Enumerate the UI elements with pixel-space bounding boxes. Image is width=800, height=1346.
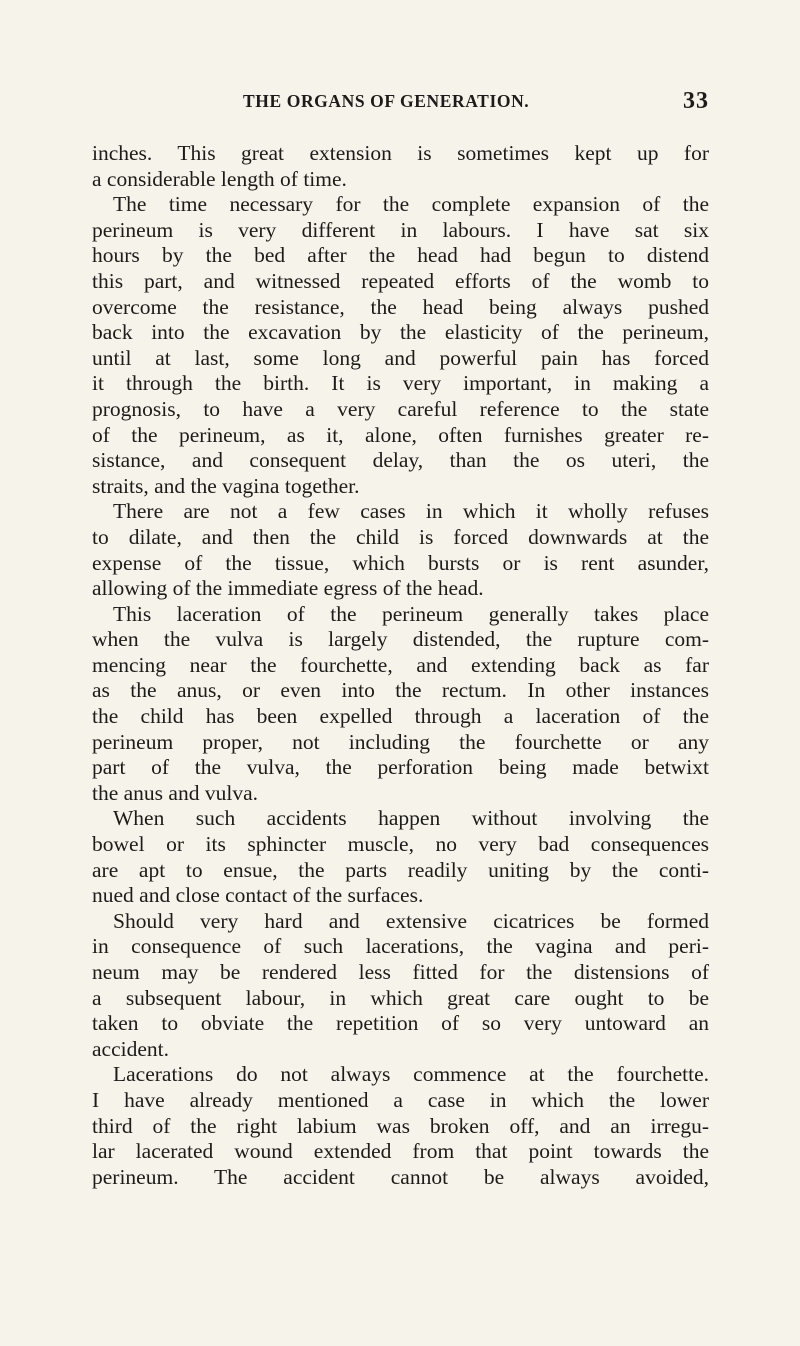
text-line: third of the right labium was broken off, and an irregu- <box>92 1113 709 1138</box>
text-line: are apt to ensue, the parts readily uniting by the conti- <box>92 857 709 882</box>
text-line: straits, and the vagina together. <box>92 473 360 498</box>
body-text <box>92 141 709 1190</box>
text-line: until at last, some long and powerful pain has forced <box>92 345 709 370</box>
text-line: perineum is very different in labours. I have sat six <box>92 217 709 242</box>
text-line: Lacerations do not always commence at the fourchette. <box>113 1062 709 1087</box>
text-line: overcome the resistance, the head being always pushed <box>92 294 709 319</box>
text-line: the anus and vulva. <box>92 780 258 805</box>
text-line: part of the vulva, the perforation being made betwixt <box>92 755 709 780</box>
text-line: expense of the tissue, which bursts or is rent asunder, <box>92 550 709 575</box>
text-line: of the perineum, as it, alone, often furnishes greater re- <box>92 422 709 447</box>
text-line: the child has been expelled through a laceration of the <box>92 704 709 729</box>
text-line: perineum proper, not including the fourchette or any <box>92 729 709 754</box>
text-line: Should very hard and extensive cicatrices be formed <box>113 908 709 933</box>
text-line: back into the excavation by the elasticity of the perineum, <box>92 320 709 345</box>
text-line: There are not a few cases in which it wholly refuses <box>113 499 709 524</box>
text-line: lar lacerated wound extended from that point towards the <box>92 1139 709 1164</box>
text-line: as the anus, or even into the rectum. In other instances <box>92 678 709 703</box>
text-line: I have already mentioned a case in which the lower <box>92 1087 709 1112</box>
page-number: 33 <box>683 88 709 114</box>
text-line: to dilate, and then the child is forced downwards at the <box>92 524 709 549</box>
text-line: prognosis, to have a very careful reference to the state <box>92 396 709 421</box>
text-line: sistance, and consequent delay, than the os uteri, the <box>92 448 709 473</box>
text-line: inches. This great extension is sometimes kept up for <box>92 141 709 165</box>
text-line: a considerable length of time. <box>92 166 347 191</box>
text-line: allowing of the immediate egress of the head. <box>92 576 484 601</box>
text-line: The time necessary for the complete expansion of the <box>113 192 709 217</box>
text-line: this part, and witnessed repeated efforts of the womb to <box>92 268 709 293</box>
text-line: mencing near the fourchette, and extending back as far <box>92 652 709 677</box>
text-line: When such accidents happen without involving the <box>113 806 709 831</box>
text-line: nued and close contact of the surfaces. <box>92 883 424 908</box>
text-line: a subsequent labour, in which great care ought to be <box>92 985 709 1010</box>
text-line: when the vulva is largely distended, the rupture com- <box>92 627 709 652</box>
text-line: neum may be rendered less fitted for the distensions of <box>92 960 709 984</box>
text-line: accident. <box>92 1036 169 1061</box>
text-line: perineum. The accident cannot be always avoided, <box>92 1164 709 1189</box>
text-line: bowel or its sphincter muscle, no very bad consequences <box>92 832 709 857</box>
text-line: hours by the bed after the head had begun to distend <box>92 243 709 268</box>
text-line: This laceration of the perineum generally takes place <box>113 601 709 626</box>
running-header <box>0 88 800 118</box>
running-title: THE ORGANS OF GENERATION. <box>243 91 530 111</box>
text-line: it through the birth. It is very important, in making a <box>92 371 709 396</box>
text-line: taken to obviate the repetition of so very untoward an <box>92 1011 709 1036</box>
text-line: in consequence of such lacerations, the vagina and peri- <box>92 934 709 959</box>
